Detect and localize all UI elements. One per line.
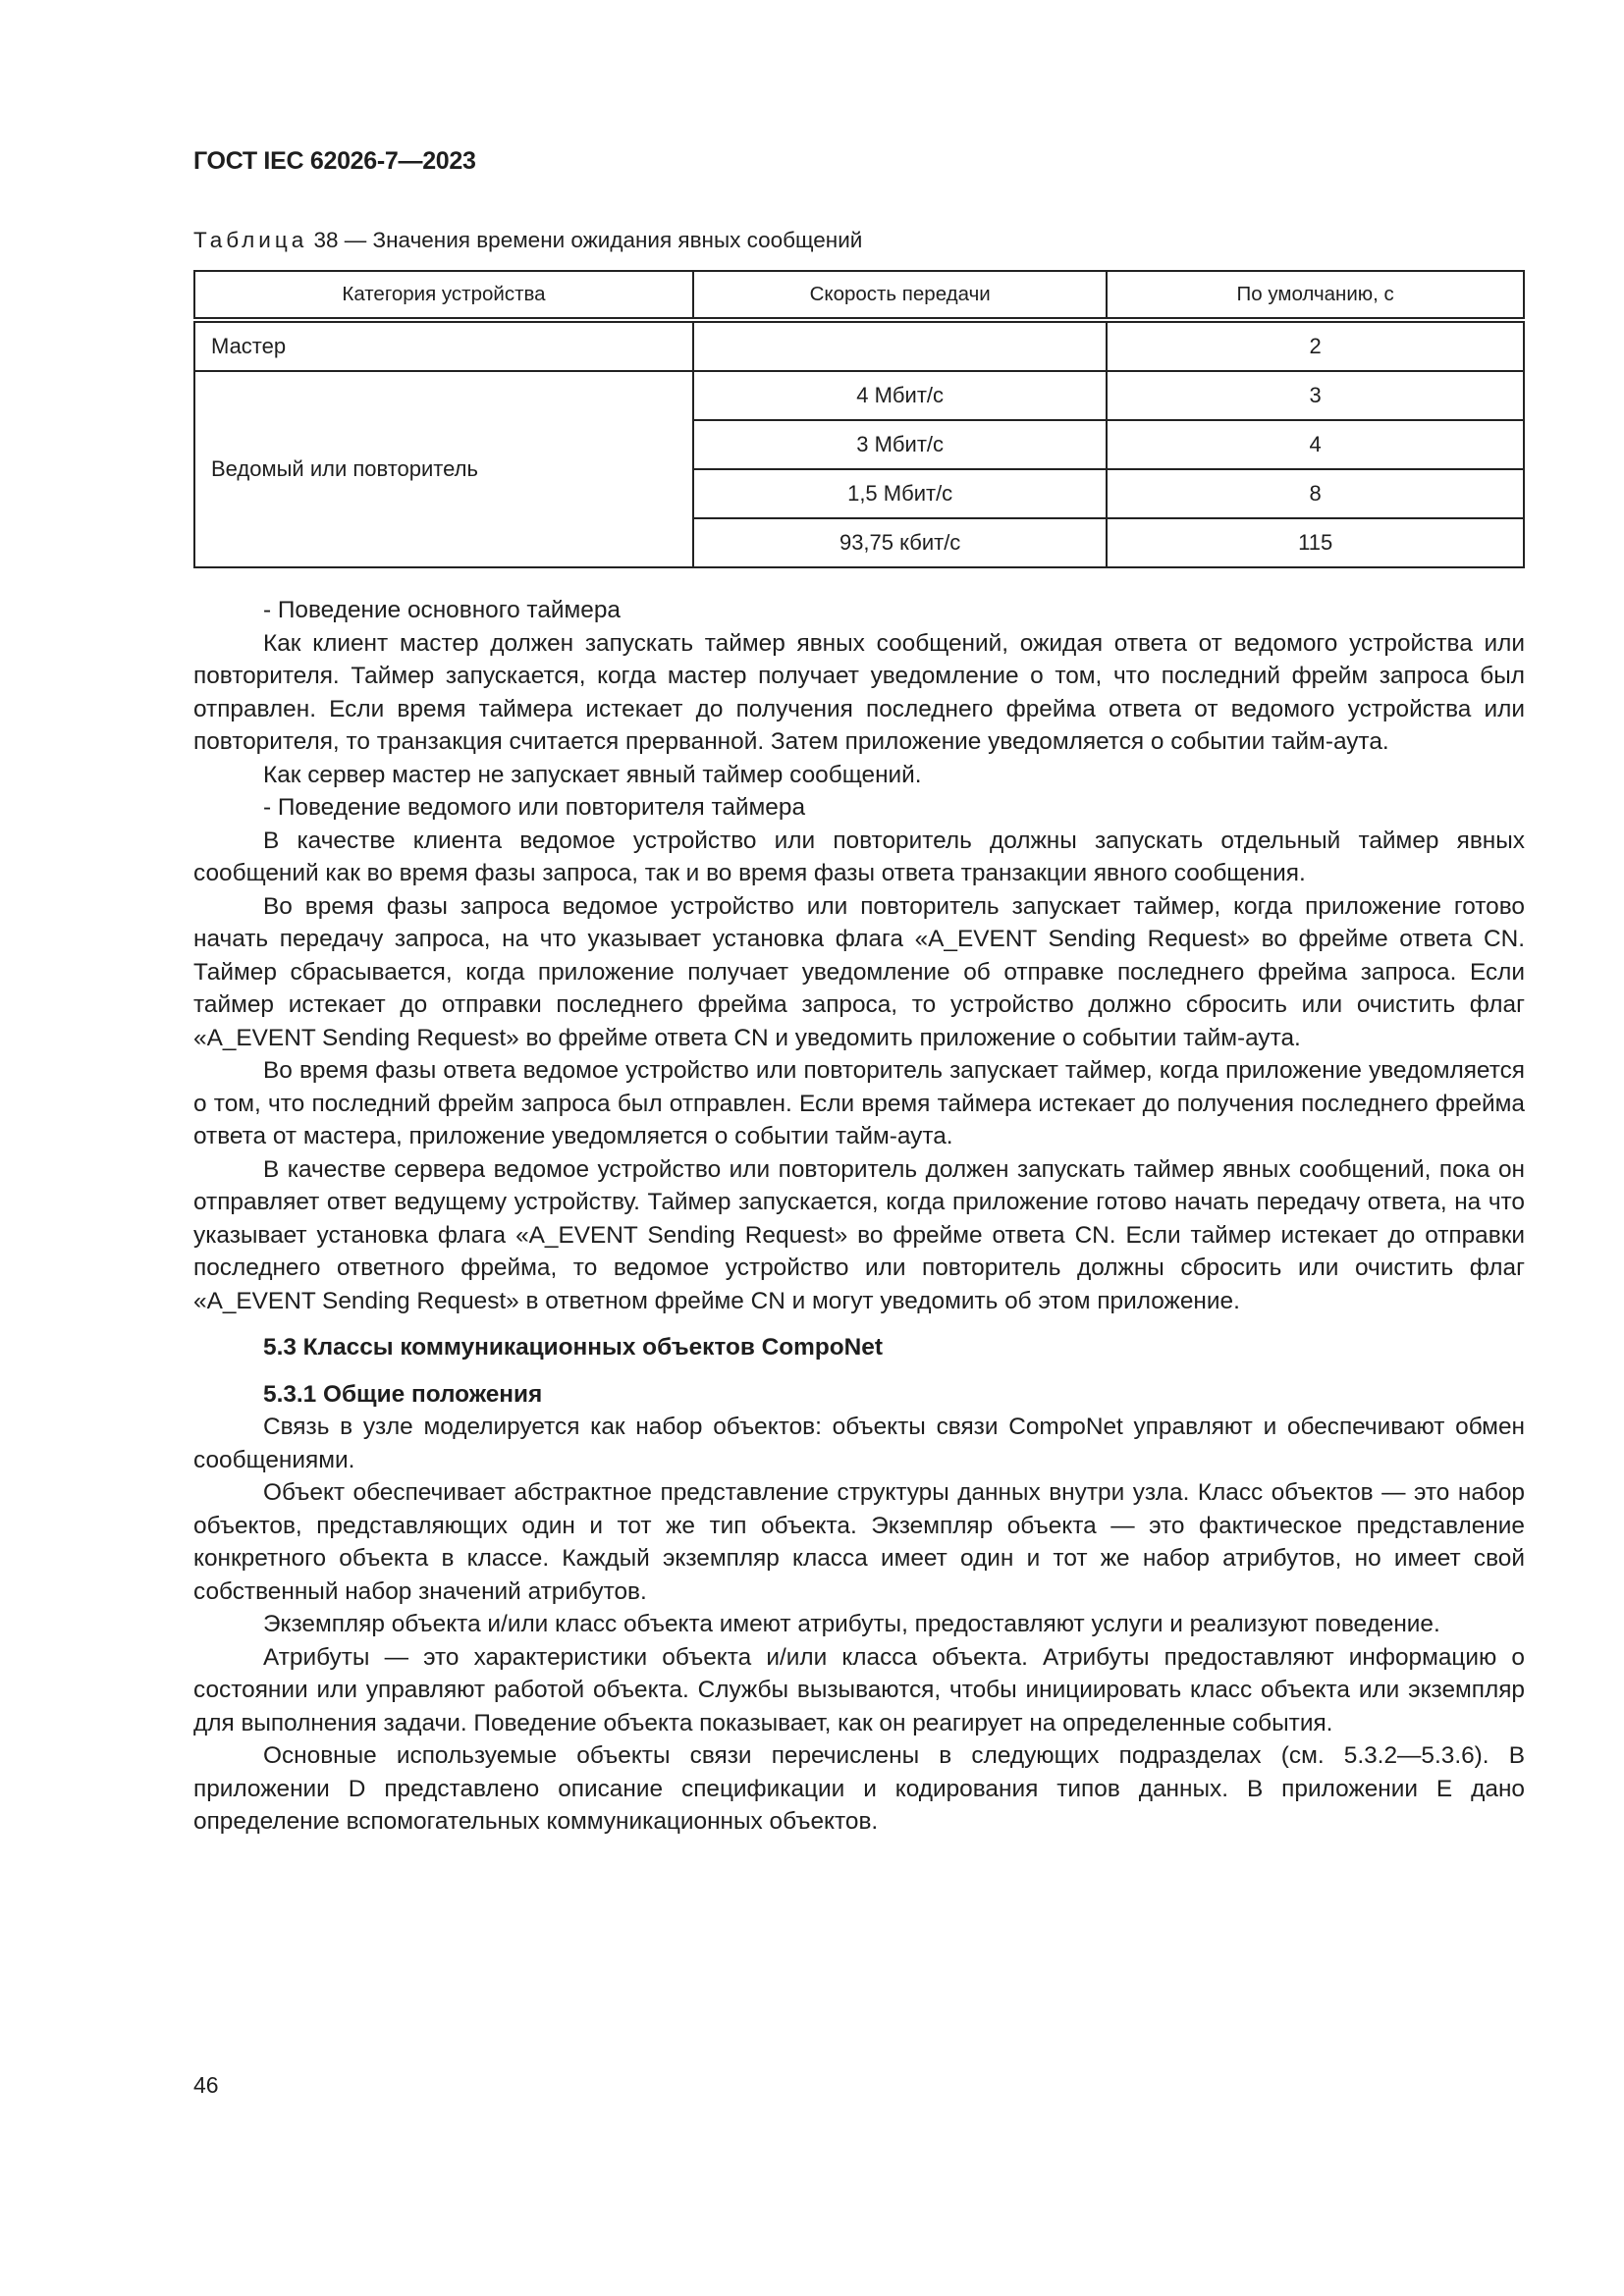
list-item-slave-timer: - Поведение ведомого или повторителя таймера	[263, 794, 806, 821]
cell-default: 115	[1107, 518, 1524, 567]
paragraph: Во время фазы запроса ведомое устройство или повторитель запускает таймер, когда приложение готово начать передачу запроса, на что указывает установка флага «A_EVENT Sending Request» во фрейме ответа CN. Таймер сбрасывается, когда приложение получает уведомление об отправке последнего фрейма запроса. Если таймер истекает до отправки последнего фрейма запроса, то устройство должно сбросить или очистить флаг «A_EVENT Sending Request» во фрейме ответа CN и уведомить приложение о событии тайм-аута.	[193, 892, 1525, 1051]
section-heading-5-3-1: 5.3.1 Общие положения	[263, 1380, 543, 1408]
paragraph: Объект обеспечивает абстрактное представление структуры данных внутри узла. Класс объектов — это набор объектов, представляющих один и тот же тип объекта. Экземпляр объекта — это фактическое представление конкретного объекта в классе. Каждый экземпляр класса имеет один и тот же набор атрибутов, но имеет свой собственный набор значений атрибутов.	[193, 1479, 1525, 1605]
table-caption-text: 38 — Значения времени ожидания явных сообщений	[313, 228, 863, 252]
column-header-default: По умолчанию, с	[1107, 271, 1524, 320]
paragraph: Экземпляр объекта и/или класс объекта имеют атрибуты, предоставляют услуги и реализуют поведение.	[263, 1611, 1440, 1637]
cell-default: 3	[1107, 371, 1524, 420]
cell-speed: 93,75 кбит/с	[693, 518, 1107, 567]
paragraph: В качестве сервера ведомое устройство или повторитель должен запускать таймер явных сообщений, пока он отправляет ответ ведущему устройству. Таймер запускается, когда приложение готово начать передачу ответа, на что указывает установка флага «A_EVENT Sending Request» во фрейме ответа CN. Если таймер истекает до отправки последнего ответного фрейма, то ведомое устройство или повторитель должны сбросить или очистить флаг «A_EVENT Sending Request» в ответном фрейме CN и могут уведомить об этом приложение.	[193, 1155, 1525, 1314]
timeout-table	[193, 270, 1525, 568]
table-row	[194, 320, 1524, 371]
paragraph: Как клиент мастер должен запускать таймер явных сообщений, ожидая ответа от ведомого устройства или повторителя. Таймер запускается, когда мастер получает уведомление о том, что последний фрейм запроса был отправлен. Если время таймера истекает до получения последнего фрейма ответа от ведомого устройства или повторителя, то транзакция считается прерванной. Затем приложение уведомляется о событии тайм-аута.	[193, 629, 1525, 755]
cell-speed: 1,5 Мбит/с	[693, 469, 1107, 518]
paragraph: Связь в узле моделируется как набор объектов: объекты связи CompoNet управляют и обеспечивают обмен сообщениями.	[193, 1414, 1525, 1473]
paragraph: Во время фазы ответа ведомое устройство или повторитель запускает таймер, когда приложение уведомляется о том, что последний фрейм запроса был отправлен. Если время таймера истекает до получения последнего фрейма ответа от мастера, приложение уведомляется о событии тайм-аута.	[193, 1057, 1525, 1149]
page-number: 46	[193, 2072, 219, 2098]
cell-speed	[693, 320, 1107, 371]
table-header-row	[194, 271, 1524, 320]
document-designation: ГОСТ IEC 62026-7—2023	[193, 147, 476, 175]
cell-speed: 3 Мбит/с	[693, 420, 1107, 469]
table-caption-prefix: Таблица	[193, 228, 308, 252]
section-heading-5-3: 5.3 Классы коммуникационных объектов CompoNet	[263, 1334, 883, 1361]
cell-default: 8	[1107, 469, 1524, 518]
cell-default: 4	[1107, 420, 1524, 469]
column-header-speed: Скорость передачи	[693, 271, 1107, 320]
paragraph: Как сервер мастер не запускает явный таймер сообщений.	[263, 761, 922, 788]
column-header-category: Категория устройства	[194, 271, 693, 320]
paragraph: Атрибуты — это характеристики объекта и/или класса объекта. Атрибуты предоставляют информацию о состоянии или управляют работой объекта. Службы вызываются, чтобы инициировать класс объекта или экземпляр для выполнения задачи. Поведение объекта показывает, как он реагирует на определенные события.	[193, 1643, 1525, 1736]
table-caption	[193, 228, 862, 253]
paragraph: В качестве клиента ведомое устройство или повторитель должны запускать отдельный таймер явных сообщений как во время фазы запроса, так и во время фазы ответа транзакции явного сообщения.	[193, 827, 1525, 886]
body-text	[193, 594, 1525, 1839]
list-item-master-timer: - Поведение основного таймера	[263, 597, 621, 623]
cell-category: Ведомый или повторитель	[194, 371, 693, 567]
paragraph: Основные используемые объекты связи перечислены в следующих подразделах (см. 5.3.2—5.3.6). В приложении D представлено описание спецификации и кодирования типов данных. В приложении E дано определение вспомогательных коммуникационных объектов.	[193, 1742, 1525, 1835]
cell-speed: 4 Мбит/с	[693, 371, 1107, 420]
cell-default: 2	[1107, 320, 1524, 371]
table-row	[194, 371, 1524, 420]
cell-category: Мастер	[194, 320, 693, 371]
